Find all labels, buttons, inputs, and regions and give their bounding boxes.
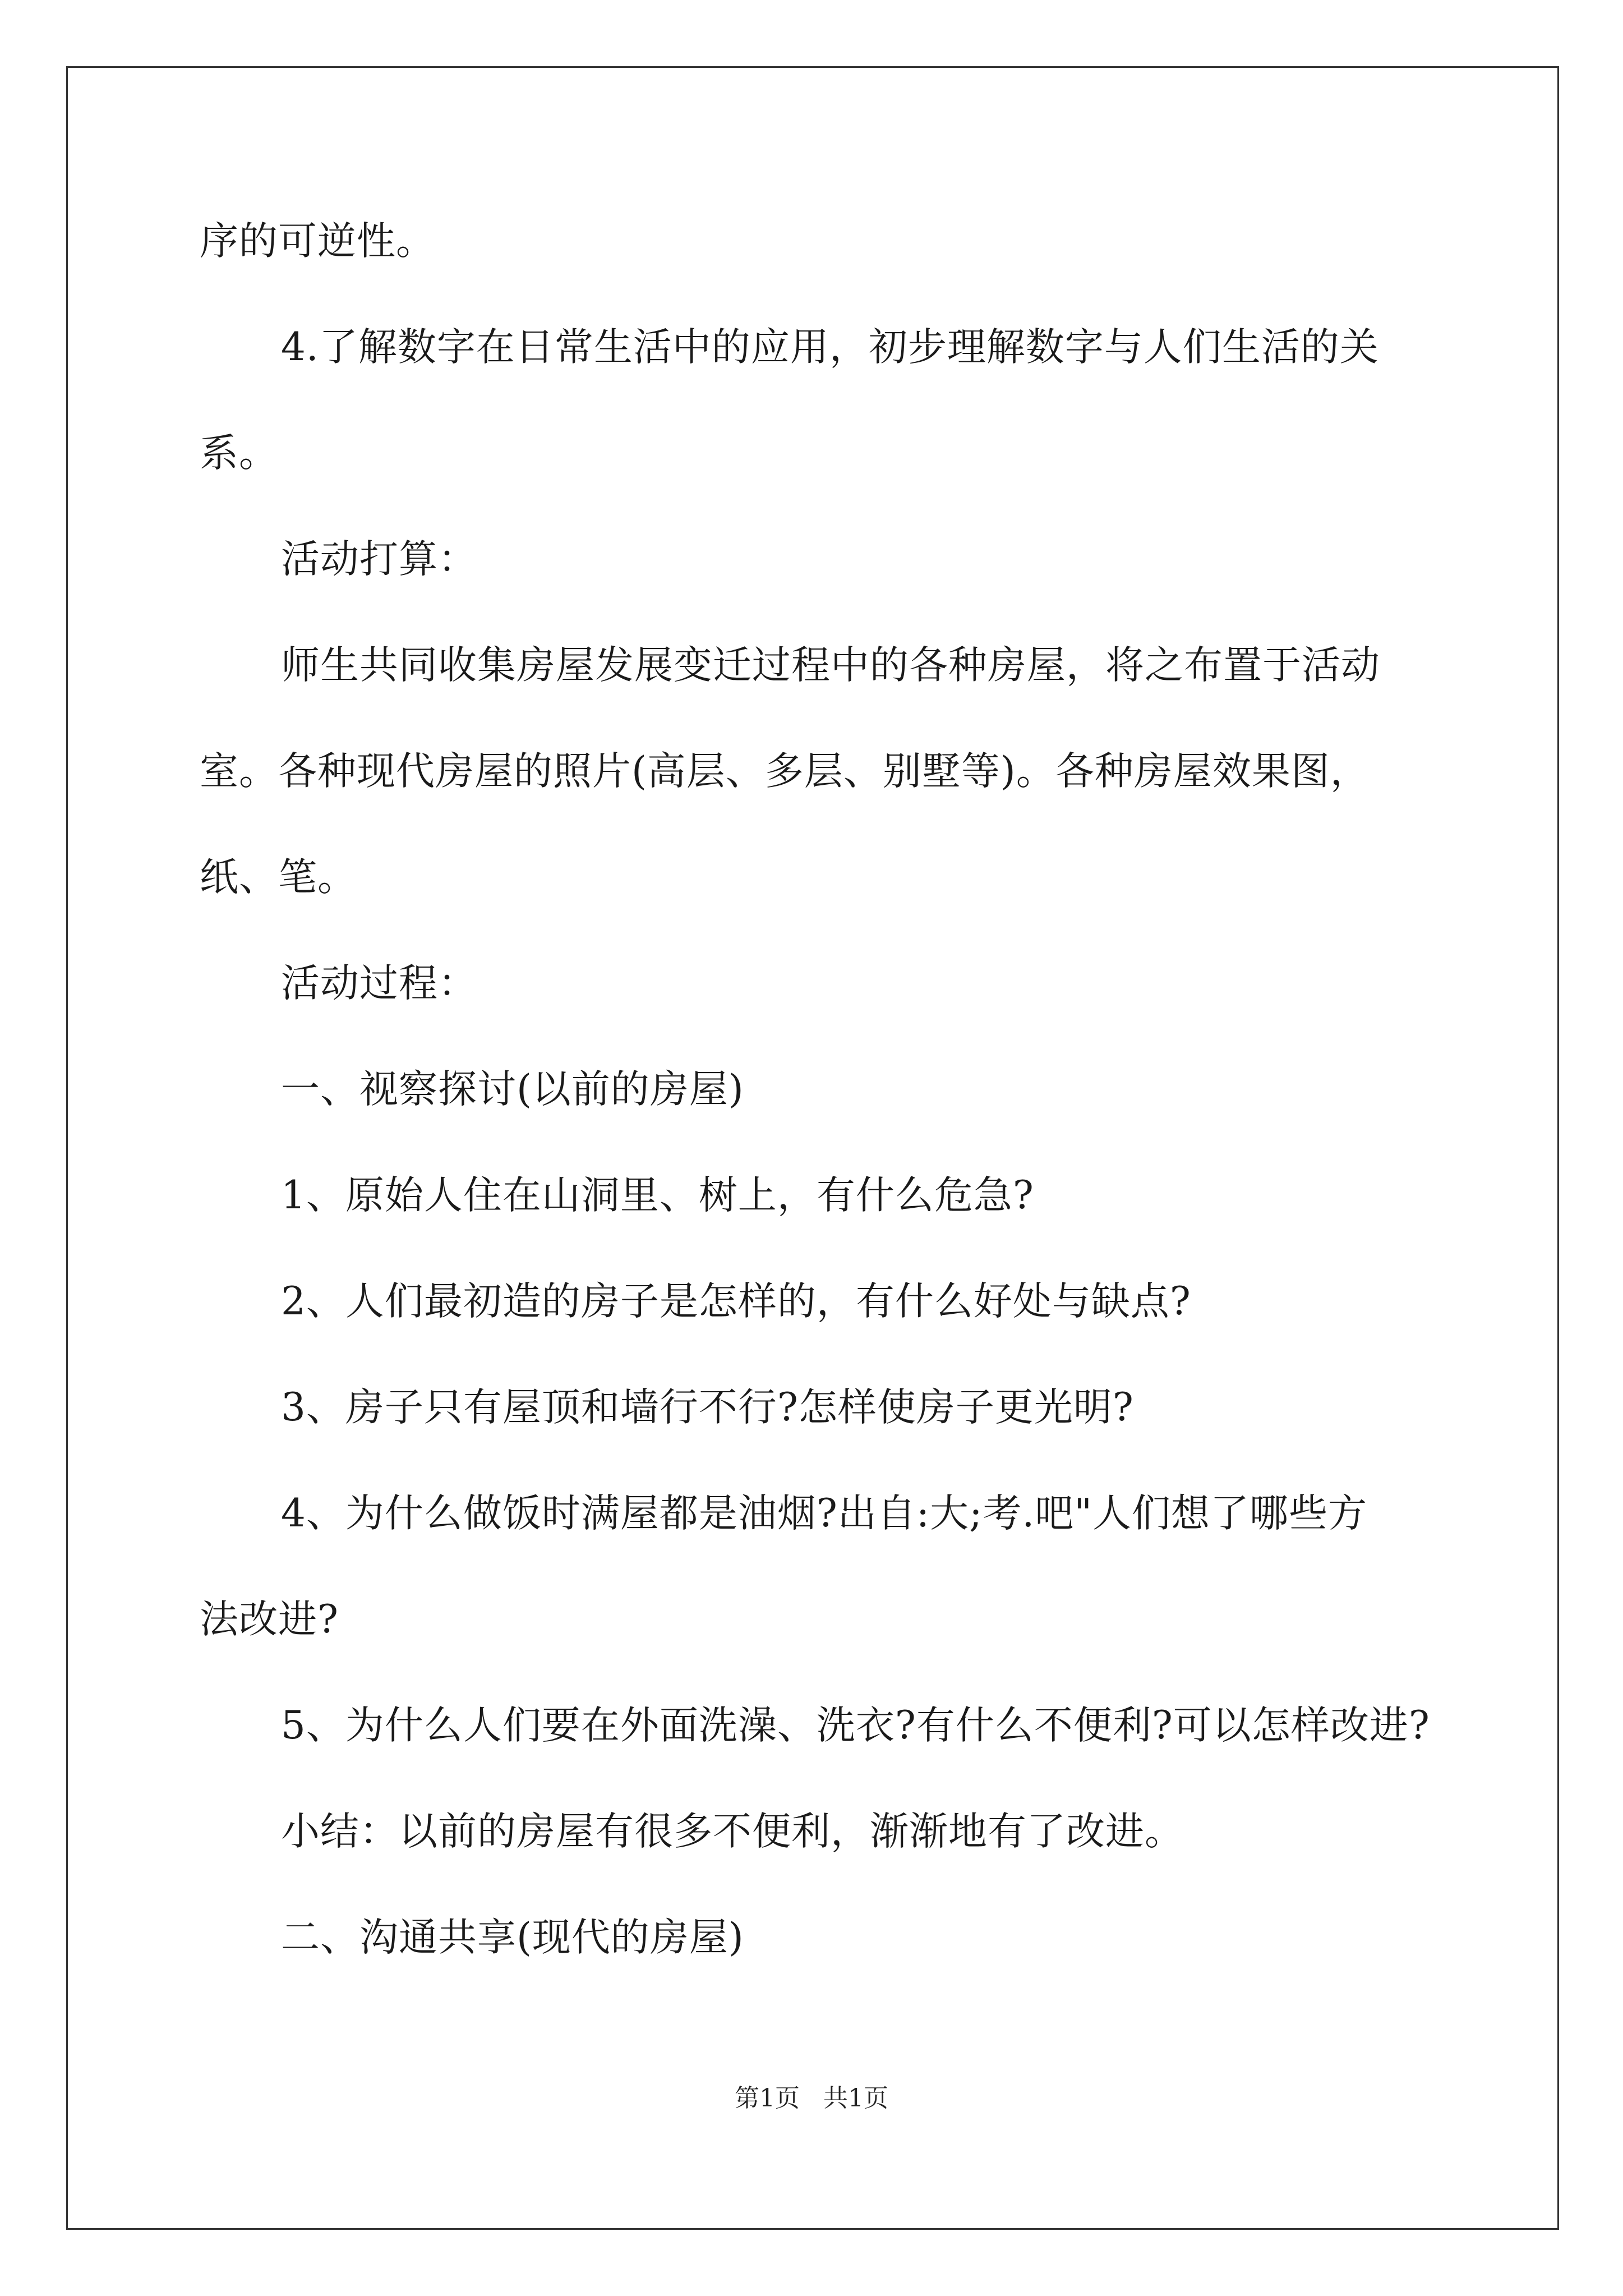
text-line: 4.了解数字在日常生活中的应用，初步理解数字与人们生活的关 [281,325,1379,370]
list-item: 3、房子只有屋顶和墙行不行?怎样使房子更光明? [281,1385,1134,1430]
text-line: 系。 [200,431,278,476]
page-count: 共1页 [823,2084,888,2113]
section-heading: 活动打算： [281,537,477,582]
section-heading: 活动过程： [281,961,477,1006]
page-number: 第1页 [735,2084,800,2113]
list-item: 4、为什么做饭时满屋都是油烟?出自:大;考.吧"人们想了哪些方 [281,1491,1368,1536]
text-line: 师生共同收集房屋发展变迁过程中的各种房屋，将之布置于活动 [281,643,1380,688]
text-line: 序的可逆性。 [200,219,435,264]
summary-line: 小结：以前的房屋有很多不便利，渐渐地有了改进。 [281,1809,1184,1854]
section-heading: 一、视察探讨(以前的房屋) [281,1067,744,1112]
section-heading: 二、沟通共享(现代的房屋) [281,1915,744,1960]
text-line: 室。各种现代房屋的照片(高层、多层、别墅等)。各种房屋效果图， [200,749,1370,794]
page-footer [0,2083,1623,2114]
page-border [66,66,1559,2230]
text-line: 法改进? [200,1597,339,1642]
list-item: 5、为什么人们要在外面洗澡、洗衣?有什么不便利?可以怎样改进? [281,1703,1430,1748]
text-line: 纸、笔。 [200,855,357,900]
list-item: 2、人们最初造的房子是怎样的，有什么好处与缺点? [281,1279,1191,1324]
list-item: 1、原始人住在山洞里、树上，有什么危急? [281,1173,1034,1218]
